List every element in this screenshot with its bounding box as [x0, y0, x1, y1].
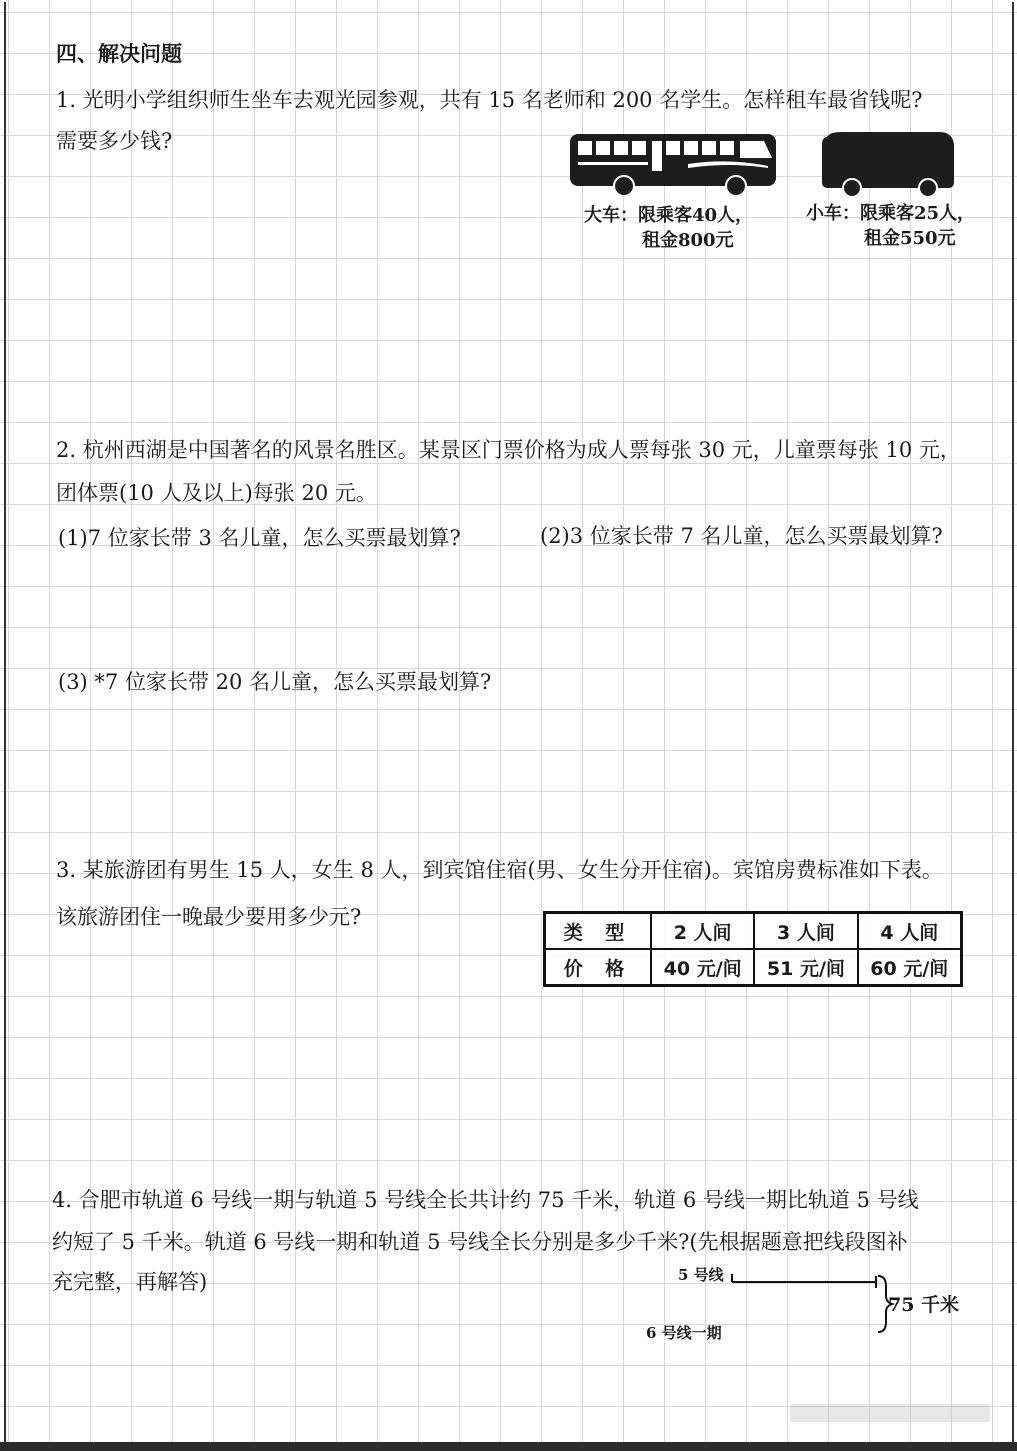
table-cell: 40 元/间: [651, 949, 754, 986]
q3-line2: 该旅游团住一晚最少要用多少元?: [56, 905, 362, 929]
q4-line3: 充完整，再解答): [52, 1270, 208, 1294]
room-price-table: [543, 911, 963, 987]
segment-diagram: [640, 1262, 970, 1352]
q4-line2: 约短了 5 千米。轨道 6 号线一期和轨道 5 号线全长分别是多少千米?(先根据题意把线段图补: [52, 1230, 908, 1254]
small-bus-capacity: 小车：限乘客25人，: [806, 203, 976, 224]
label-line5: 5 号线: [678, 1266, 724, 1284]
section-title: 四、解决问题: [56, 41, 182, 66]
table-cell: 3 人间: [754, 913, 857, 950]
small-bus-icon: [820, 130, 956, 198]
table-row: [545, 913, 962, 950]
big-bus-icon: [568, 132, 780, 196]
bottom-bar: [0, 1442, 1017, 1451]
watermark-icon: [790, 1400, 990, 1426]
table-cell: 4 人间: [858, 913, 962, 950]
table-header-type: 类 型: [545, 913, 652, 950]
q1-line1: 1. 光明小学组织师生坐车去观光园参观，共有 15 名老师和 200 名学生。怎样租车最省钱呢?: [56, 88, 923, 112]
total-length-label: 75 千米: [888, 1294, 960, 1316]
table-cell: 60 元/间: [858, 949, 962, 986]
big-bus-capacity: 大车：限乘客40人，: [584, 205, 754, 226]
label-line6: 6 号线一期: [646, 1324, 722, 1342]
q1-line2: 需要多少钱?: [56, 129, 173, 153]
big-bus-price: 租金800元: [642, 230, 734, 251]
table-row: [545, 949, 962, 986]
q4-line1: 4. 合肥市轨道 6 号线一期与轨道 5 号线全长共计约 75 千米，轨道 6 号线一期比轨道 5 号线: [52, 1188, 919, 1212]
table-cell: 51 元/间: [754, 949, 857, 986]
table-header-price: 价 格: [545, 949, 652, 986]
q2-line2: 团体票(10 人及以上)每张 20 元。: [56, 481, 377, 505]
q3-line1: 3. 某旅游团有男生 15 人，女生 8 人，到宾馆住宿(男、女生分开住宿)。宾馆房费标准如下表。: [56, 858, 943, 882]
table-cell: 2 人间: [651, 913, 754, 950]
q2-sub2: (2)3 位家长带 7 名儿童，怎么买票最划算?: [540, 524, 943, 548]
q2-sub1: (1)7 位家长带 3 名儿童，怎么买票最划算?: [58, 526, 461, 550]
q2-line1: 2. 杭州西湖是中国著名的风景名胜区。某景区门票价格为成人票每张 30 元，儿童票每张 10 元，: [56, 438, 961, 462]
small-bus-price: 租金550元: [864, 228, 956, 249]
q2-sub3: (3) *7 位家长带 20 名儿童，怎么买票最划算?: [58, 670, 492, 694]
